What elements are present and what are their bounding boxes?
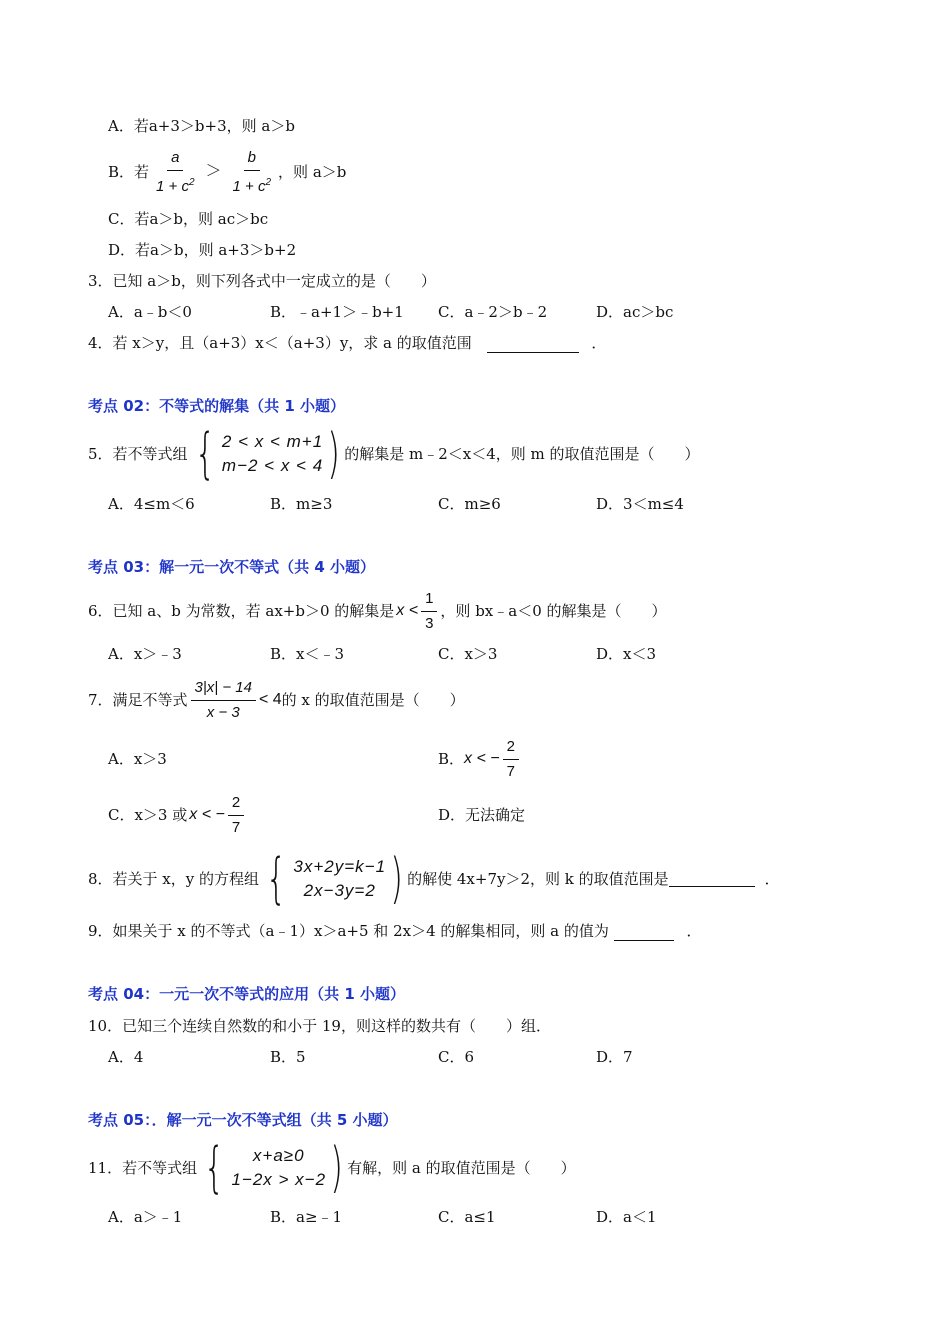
q6-option-a[interactable]: A．x＞﹣3 [108, 645, 182, 663]
q4 [88, 333, 606, 353]
answer-blank[interactable] [487, 338, 579, 353]
q9 [88, 921, 701, 941]
fraction-numerator: 2 [503, 737, 519, 760]
q5-option-a[interactable]: A．4≤m＜6 [108, 495, 195, 513]
option-prefix: D．若 [108, 241, 151, 259]
q7-option-c[interactable] [108, 792, 247, 838]
exponent: 2 [265, 176, 272, 188]
question-suffix: 的 x 的取值范围是（ ） [281, 691, 465, 709]
question-prefix: 8．若关于 x，y 的方程组 [88, 870, 260, 888]
q7-option-d[interactable]: D．无法确定 [438, 806, 526, 824]
q8 [88, 847, 780, 910]
q5-option-d[interactable]: D．3＜m≤4 [596, 495, 684, 513]
system-row: m−2 < x < 4 [221, 456, 324, 475]
answer-blank[interactable] [669, 872, 755, 887]
inequality-system [197, 1136, 347, 1199]
question-prefix: 6．已知 a、b 为常数，若 ax+b＞0 的解集是 [88, 602, 395, 620]
fraction-denominator: 3 [425, 614, 434, 632]
system-row: 2 < x < m+1 [221, 432, 324, 451]
fraction-denominator: 7 [231, 818, 241, 836]
q7 [88, 676, 465, 724]
q5-option-b[interactable]: B．m≥3 [270, 495, 333, 513]
q2-option-b[interactable] [108, 146, 346, 198]
math-lhs: x < − [464, 750, 500, 767]
fraction-denominator: 1 + c [156, 177, 189, 195]
q5 [88, 422, 700, 485]
fraction-2 [229, 148, 276, 197]
right-paren: ) [330, 1136, 343, 1199]
fraction-denominator: 1 + c [232, 177, 266, 195]
q3-option-c[interactable]: C．a﹣2＞b﹣2 [438, 303, 548, 321]
system-row: 2x−3y=2 [303, 881, 376, 900]
question-text: 9．如果关于 x 的不等式（a﹣1）x＞a+5 和 2x＞4 的解集相同，则 a 的值为 [88, 922, 609, 940]
fraction-numerator: 3|x| − 14 [191, 678, 256, 701]
left-brace: { [203, 1136, 225, 1199]
question-suffix: ，则 bx﹣a＜0 的解集是（ ） [440, 602, 667, 620]
question-text: 4．若 x＞y，且（a+3）x＜（a+3）y，求 a 的取值范围 [88, 334, 472, 352]
q2-option-a[interactable] [108, 116, 295, 136]
question-suffix: 的解集是 m﹣2＜x＜4，则 m 的取值范围是（ ） [344, 445, 700, 463]
math-lhs: x < − [189, 806, 225, 823]
q2-option-d[interactable] [108, 240, 296, 260]
left-brace: { [194, 422, 216, 485]
left-brace: { [265, 847, 287, 910]
answer-blank[interactable] [614, 926, 674, 941]
question-end: ． [591, 334, 607, 352]
math-lhs: x < [396, 602, 419, 619]
question-prefix: 7．满足不等式 [88, 691, 188, 709]
section-header-02: 考点 02：不等式的解集（共 1 小题） [88, 397, 345, 415]
section-header-05: 考点 05：．解一元一次不等式组（共 5 小题） [88, 1111, 398, 1129]
q11-option-a[interactable]: A．a＞﹣1 [108, 1208, 183, 1226]
inequality-system [188, 422, 345, 485]
option-text: a＞b，则 ac＞bc [149, 210, 269, 228]
right-paren: ) [327, 422, 341, 485]
fraction-denominator: x − 3 [206, 703, 240, 721]
fraction [191, 678, 256, 723]
fraction [228, 793, 244, 838]
q7-option-b[interactable] [438, 736, 522, 782]
equation-system [259, 847, 407, 910]
fraction-1 [152, 148, 199, 197]
q11-option-b[interactable]: B．a≥﹣1 [270, 1208, 343, 1226]
q10-option-b[interactable]: B．5 [270, 1048, 306, 1066]
fraction-numerator: 2 [228, 793, 244, 816]
q10-option-a[interactable]: A．4 [108, 1048, 144, 1066]
fraction-numerator: a [167, 148, 183, 171]
question-prefix: 11．若不等式组 [88, 1159, 198, 1177]
q6-option-c[interactable]: C．x＞3 [438, 645, 498, 663]
option-prefix: B． [438, 750, 465, 768]
q6-option-b[interactable]: B．x＜﹣3 [270, 645, 345, 663]
right-paren: ) [390, 847, 403, 910]
option-prefix: B．若 [108, 163, 150, 181]
q11 [88, 1136, 576, 1199]
q3-stem: 3．已知 a＞b，则下列各式中一定成立的是（ ） [88, 272, 436, 290]
system-row: 3x+2y=k−1 [293, 857, 387, 876]
system-row: x+a≥0 [252, 1146, 305, 1165]
fraction-denominator: 7 [506, 762, 515, 780]
question-end: ． [686, 922, 702, 940]
question-suffix: 有解，则 a 的取值范围是（ ） [347, 1159, 576, 1177]
q3-option-d[interactable]: D．ac＞bc [596, 303, 674, 321]
q10-option-d[interactable]: D．7 [596, 1048, 633, 1066]
q3-option-b[interactable]: B．﹣a+1＞﹣b+1 [270, 303, 404, 321]
fraction [421, 589, 437, 634]
q10-option-c[interactable]: C．6 [438, 1048, 475, 1066]
q6 [88, 588, 667, 634]
fraction-numerator: 1 [421, 589, 437, 612]
q6-option-d[interactable]: D．x＜3 [596, 645, 657, 663]
question-end: ． [764, 870, 780, 888]
q5-option-c[interactable]: C．m≥6 [438, 495, 501, 513]
option-prefix: C．x＞3 或 [108, 806, 188, 824]
exponent: 2 [188, 176, 195, 188]
q11-option-d[interactable]: D．a＜1 [596, 1208, 657, 1226]
system-row: 1−2x > x−2 [231, 1170, 327, 1189]
greater-than-symbol: ＞ [205, 163, 222, 180]
question-prefix: 5．若不等式组 [88, 445, 188, 463]
section-header-04: 考点 04：一元一次不等式的应用（共 1 小题） [88, 985, 405, 1003]
section-header-03: 考点 03：解一元一次不等式（共 4 小题） [88, 558, 375, 576]
option-prefix: A．若 [108, 117, 149, 135]
fraction [503, 737, 519, 782]
math-rhs: < 4 [258, 691, 282, 708]
option-text: a＞b，则 a+3＞b+2 [150, 241, 297, 259]
question-suffix: 的解使 4x+7y＞2，则 k 的取值范围是 [407, 870, 669, 888]
option-prefix: C．若 [108, 210, 150, 228]
q10-stem: 10．已知三个连续自然数的和小于 19，则这样的数共有（ ）组． [88, 1017, 551, 1035]
q2-option-c[interactable] [108, 209, 268, 229]
option-suffix: ，则 a＞b [278, 163, 347, 181]
q3-option-a[interactable]: A．a﹣b＜0 [108, 303, 192, 321]
q11-option-c[interactable]: C．a≤1 [438, 1208, 496, 1226]
fraction-numerator: b [244, 148, 260, 171]
q7-option-a[interactable]: A．x＞3 [108, 750, 167, 768]
option-text: a+3＞b+3，则 a＞b [148, 117, 295, 135]
